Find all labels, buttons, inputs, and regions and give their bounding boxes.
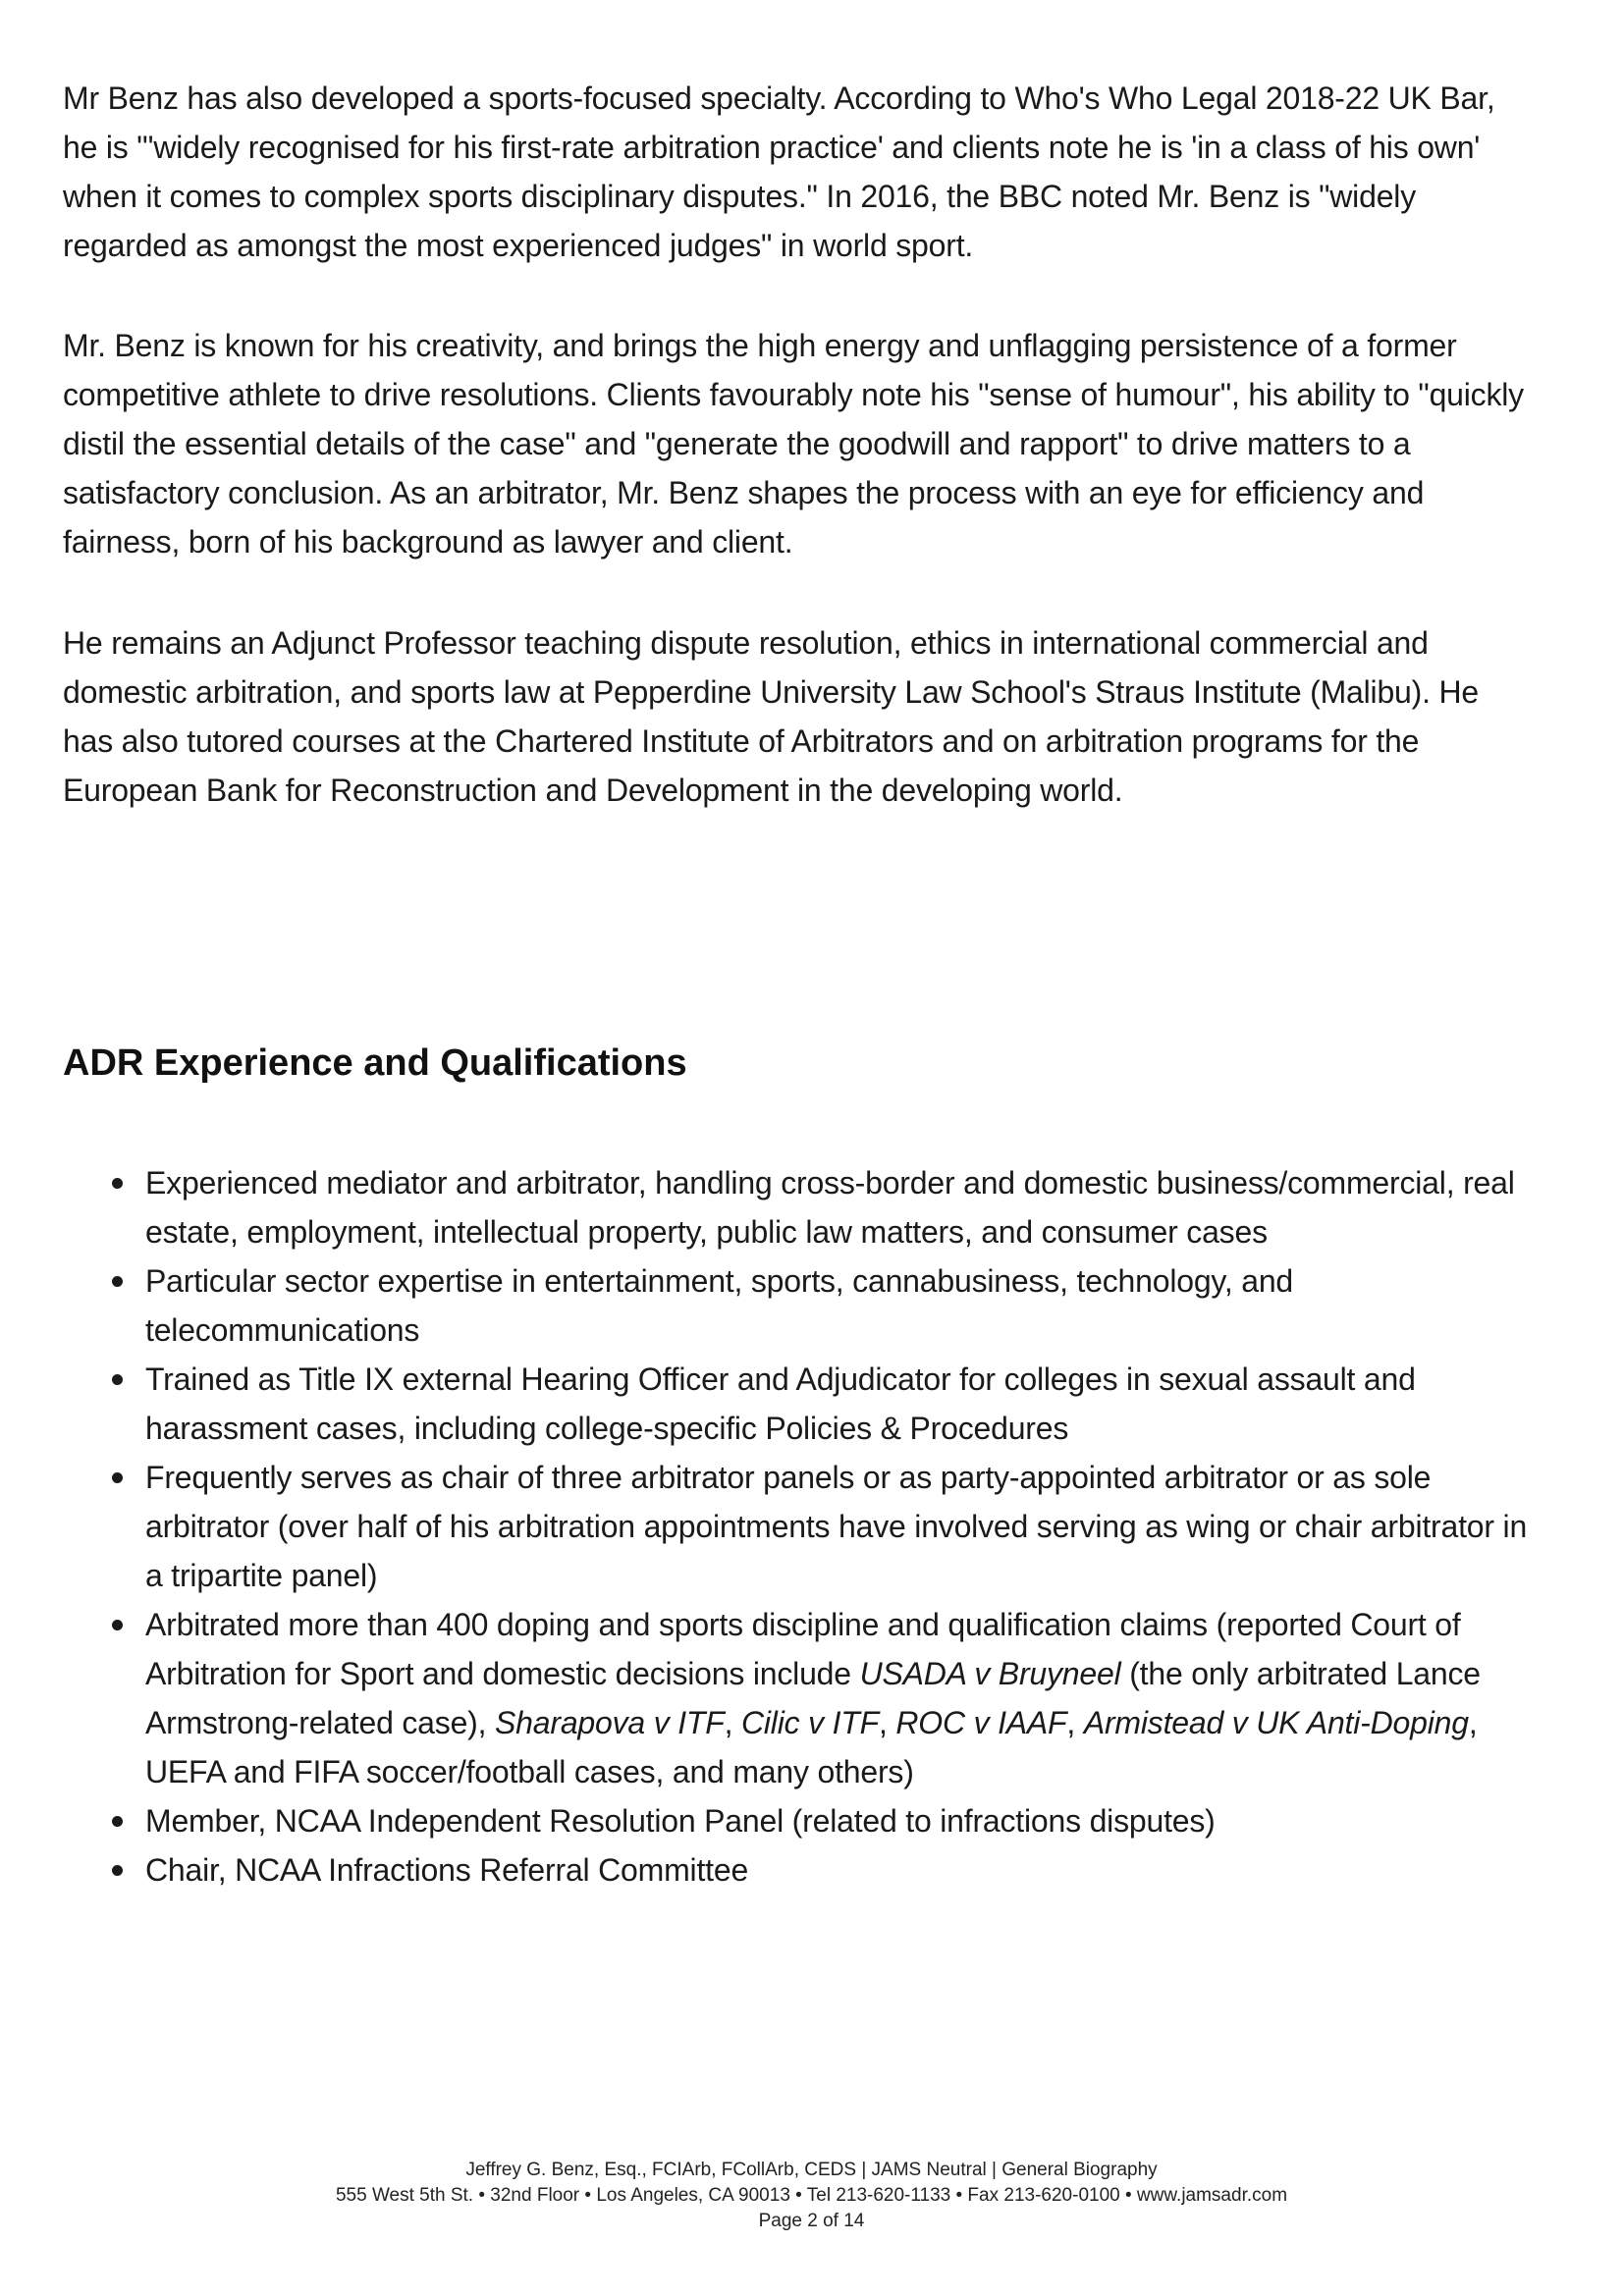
- case-name: USADA v Bruyneel: [859, 1656, 1121, 1691]
- bullet-icon: [112, 1620, 123, 1630]
- list-item: [63, 1600, 1536, 1796]
- case-name: Armistead v UK Anti-Doping: [1083, 1705, 1469, 1740]
- case-name: Sharapova v ITF: [495, 1705, 725, 1740]
- case-text-segment: ,: [1066, 1705, 1084, 1740]
- bullet-icon: [112, 1178, 123, 1189]
- list-item: [63, 1796, 1536, 1845]
- list-item: [63, 1453, 1536, 1600]
- case-name: Cilic v ITF: [740, 1705, 879, 1740]
- list-item-text: Particular sector expertise in entertainment, sports, cannabusiness, technology, and telecommunications: [145, 1263, 1294, 1348]
- qualifications-list: [63, 1158, 1536, 1895]
- case-text-segment: ,: [879, 1705, 896, 1740]
- case-text-segment: (the only arbitrated Lance Armstrong-related case),: [145, 1656, 1481, 1740]
- bullet-icon: [112, 1276, 123, 1287]
- list-item: [63, 1256, 1536, 1355]
- bullet-icon: [112, 1374, 123, 1385]
- list-item-text: Trained as Title IX external Hearing Officer and Adjudicator for colleges in sexual assault and harassment cases, including college-specific Policies & Procedures: [145, 1362, 1416, 1446]
- list-item-text: Member, NCAA Independent Resolution Panel (related to infractions disputes): [145, 1803, 1216, 1839]
- case-text-segment: Arbitrated more than 400 doping and sports discipline and qualification claims (reported Court of Arbitration for Sport and domestic decisions include: [145, 1607, 1461, 1691]
- case-name: ROC v IAAF: [895, 1705, 1067, 1740]
- bullet-icon: [112, 1472, 123, 1483]
- list-item-text: Experienced mediator and arbitrator, handling cross-border and domestic business/commercial, real estate, employment, intellectual property, public law matters, and consumer cases: [145, 1165, 1515, 1250]
- footer-title: Jeffrey G. Benz, Esq., FCIArb, FCollArb, CEDS | JAMS Neutral | General Biography: [465, 2160, 1158, 2180]
- case-text-segment: , UEFA and FIFA soccer/football cases, and many others): [145, 1705, 1478, 1789]
- list-item-text-cases: [145, 1607, 1481, 1789]
- bio-paragraph-sports: Mr Benz has also developed a sports-focused specialty. According to Who's Who Legal 2018-22 UK Bar, he is "'widely recognised for his first-rate arbitration practice' and clients note he is 'in a class of his own' when it comes to complex sports disciplinary disputes." In 2016, the BBC noted Mr. Benz is "widely regarded as amongst the most experienced judges" in world sport.: [63, 80, 1495, 263]
- page-number: Page 2 of 14: [758, 2211, 865, 2231]
- bio-paragraph-teaching: He remains an Adjunct Professor teaching dispute resolution, ethics in international commercial and domestic arbitration, and sports law at Pepperdine University Law School's Straus Institute (Malibu). He has also tutored courses at the Chartered Institute of Arbitrators and on arbitration programs for the European Bank for Reconstruction and Development in the developing world.: [63, 625, 1479, 808]
- section-heading: ADR Experience and Qualifications: [63, 1042, 687, 1084]
- footer-address: 555 West 5th St. • 32nd Floor • Los Angeles, CA 90013 • Tel 213-620-1133 • Fax 213-620-0100 • www.jamsadr.com: [335, 2185, 1288, 2206]
- list-item-text: Chair, NCAA Infractions Referral Committee: [145, 1852, 749, 1888]
- list-item: [63, 1158, 1536, 1256]
- list-item-text: Frequently serves as chair of three arbitrator panels or as party-appointed arbitrator or as sole arbitrator (over half of his arbitration appointments have involved serving as wing or chair arbitrator in a tripartite panel): [145, 1460, 1528, 1593]
- list-item: [63, 1845, 1536, 1895]
- bullet-icon: [112, 1865, 123, 1876]
- bio-paragraph-creativity: Mr. Benz is known for his creativity, and brings the high energy and unflagging persistence of a former competitive athlete to drive resolutions. Clients favourably note his "sense of humour", his ability to "quickly distil the essential details of the case" and "generate the goodwill and rapport" to drive matters to a satisfactory conclusion. As an arbitrator, Mr. Benz shapes the process with an eye for efficiency and fairness, born of his background as lawyer and client.: [63, 328, 1524, 560]
- list-item: [63, 1355, 1536, 1453]
- bullet-icon: [112, 1816, 123, 1827]
- page-footer: [0, 2158, 1623, 2234]
- case-text-segment: ,: [724, 1705, 741, 1740]
